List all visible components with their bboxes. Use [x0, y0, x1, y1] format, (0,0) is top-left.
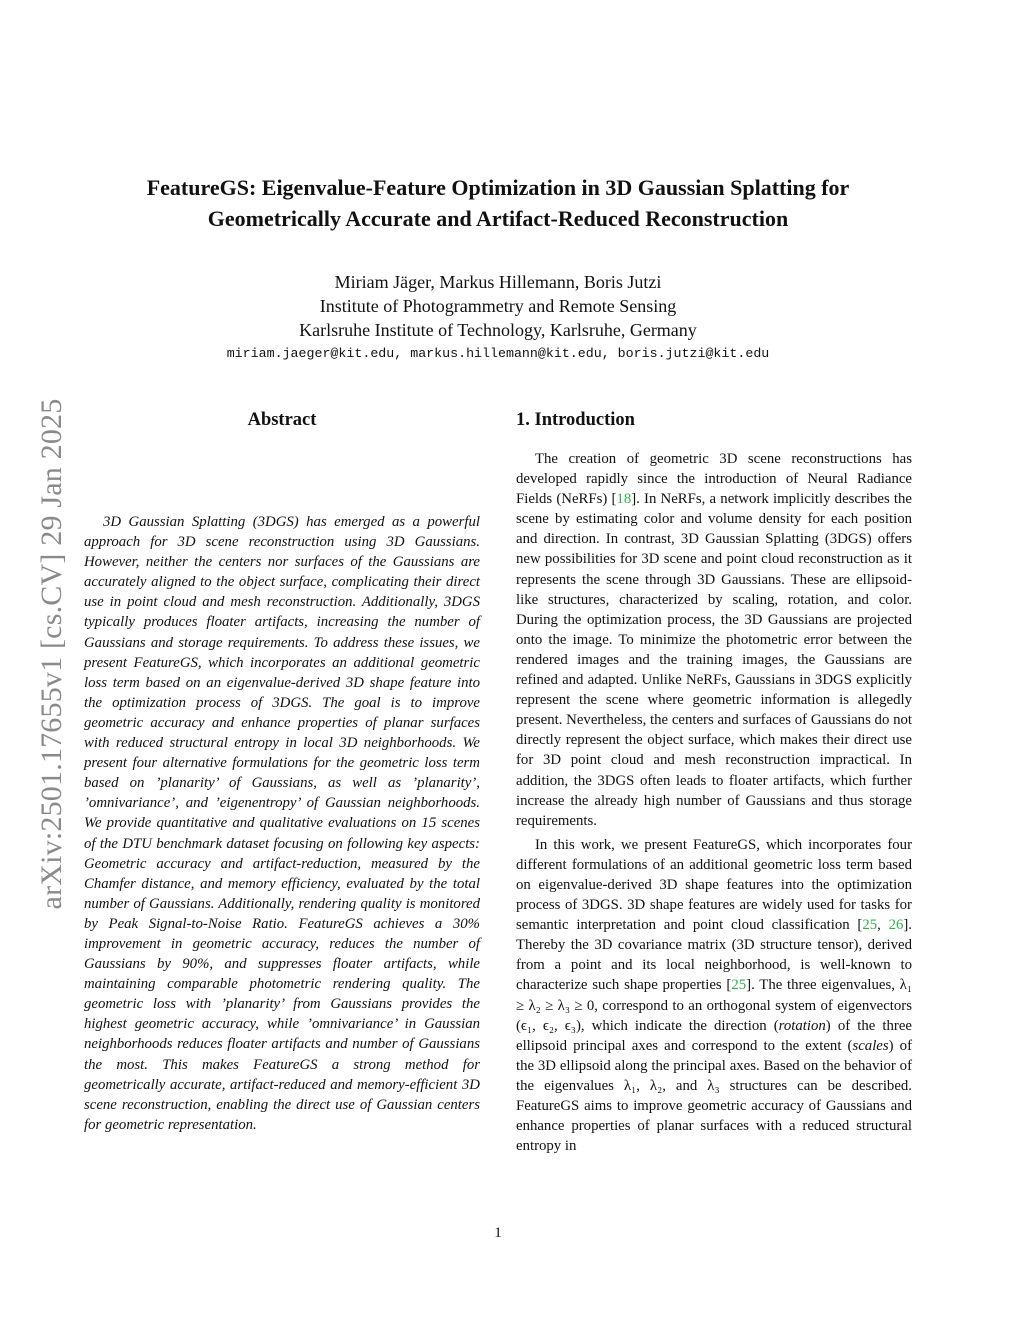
- citation-link[interactable]: 25: [862, 917, 878, 934]
- affiliation-university: Karlsruhe Institute of Technology, Karlsruhe, Germany: [299, 320, 697, 340]
- author-names: Miriam Jäger, Markus Hillemann, Boris Jutzi: [334, 272, 662, 292]
- citation-link[interactable]: 26: [888, 917, 904, 934]
- page-number: 1: [494, 1225, 502, 1241]
- introduction-body: [516, 449, 912, 1156]
- citation-link[interactable]: 25: [731, 977, 747, 994]
- introduction-paragraph-2: In this work, we present FeatureGS, which incorporates four different formulations of an additional geometric loss term based on eigenvalue-derived 3D shape features into the optimization process of 3DGS. 3D shape features are widely used for tasks for semantic interpretation and point cloud classification [25, 26]. Thereby the 3D covariance matrix (3D structure tensor), derived from a point and its local neighborhood, is well-known to characterize such shape properties [25]. The three eigenvalues, λ₁ ≥ λ₂ ≥ λ₃ ≥ 0, correspond to an orthogonal system of eigenvectors (ϵ₁, ϵ₂, ϵ₃), which indicate the direction (rotation) of the three ellipsoid principal axes and correspond to the extent (scales) of the 3D ellipsoid along the principal axes. Based on the behavior of the eigenvalues λ₁, λ₂, and λ₃ structures can be described. FeatureGS aims to improve geometric accuracy of Gaussians and enhance properties of planar surfaces with a reduced structural entropy in: [516, 836, 912, 1155]
- introduction-paragraph-1: The creation of geometric 3D scene reconstructions has developed rapidly since the introduction of Neural Radiance Fields (NeRFs) [18]. In NeRFs, a network implicitly describes the scene by estimating color and volume density for each position and direction. In contrast, 3D Gaussian Splatting (3DGS) offers new possibilities for 3D scene and point cloud reconstruction as it represents the scene through 3D Gaussians. These are ellipsoid-like structures, characterized by scaling, rotation, and color. During the optimization process, the 3D Gaussians are projected onto the image. To minimize the photometric error between the rendered images and the training images, the Gaussians are refined and adapted. Unlike NeRFs, Gaussians in 3DGS explicitly represent the scene where geometric information is allegedly present. Nevertheless, the centers and surfaces of Gaussians do not directly represent the object surface, which makes their direct use for 3D point cloud and mesh reconstruction impractical. In addition, the 3DGS often leads to floater artifacts, which further increase the already high number of Gaussians and thus storage requirements.: [516, 451, 912, 829]
- affiliation-institute: Institute of Photogrammetry and Remote Sensing: [319, 296, 677, 316]
- citation-link[interactable]: 18: [616, 491, 632, 508]
- author-block: [100, 270, 896, 365]
- introduction-heading: 1. Introduction: [516, 410, 635, 430]
- arxiv-identifier: arXiv:2501.17655v1 [cs.CV] 29 Jan 2025: [35, 398, 68, 910]
- paper-title: FeatureGS: Eigenvalue-Feature Optimization in 3D Gaussian Splatting for Geometrically Accurate and Artifact-Reduced Reconstruction: [146, 175, 850, 231]
- arxiv-sidebar: [30, 356, 74, 952]
- abstract-heading: Abstract: [247, 410, 317, 430]
- author-emails: miriam.jaeger@kit.edu, markus.hillemann@kit.edu, boris.jutzi@kit.edu: [226, 346, 770, 361]
- abstract-text: 3D Gaussian Splatting (3DGS) has emerged as a powerful approach for 3D scene reconstruction using 3D Gaussians. However, neither the centers nor surfaces of the Gaussians are accurately aligned to the object surface, complicating their direct use in point cloud and mesh reconstruction. Additionally, 3DGS typically produces floater artifacts, increasing the number of Gaussians and storage requirements. To address these issues, we present FeatureGS, which incorporates an additional geometric loss term based on an eigenvalue-derived 3D shape feature into the optimization process of 3DGS. The goal is to improve geometric accuracy and enhance properties of planar surfaces with reduced structural entropy in local 3D neighborhoods. We present four alternative formulations for the geometric loss term based on ’planarity’ of Gaussians, as well as ’planarity’, ’omnivariance’, and ’eigenentropy’ of Gaussian neighborhoods. We provide quantitative and qualitative evaluations on 15 scenes of the DTU benchmark dataset focusing on following key aspects: Geometric accuracy and artifact-reduction, measured by the Chamfer distance, and memory efficiency, evaluated by the total number of Gaussians. Additionally, rendering quality is monitored by Peak Signal-to-Noise Ratio. FeatureGS achieves a 30% improvement in geometric accuracy, reduces the number of Gaussians by 90%, and suppresses floater artifacts, while maintaining comparable photometric rendering quality. The geometric loss with ’planarity’ from Gaussians provides the highest geometric accuracy, while ’omnivariance’ in Gaussian neighborhoods reduces floater artifacts and number of Gaussians the most. This makes FeatureGS a strong method for geometrically accurate, artifact-reduced and memory-efficient 3D scene reconstruction, enabling the direct use of Gaussian centers for geometric representation.: [84, 514, 480, 1133]
